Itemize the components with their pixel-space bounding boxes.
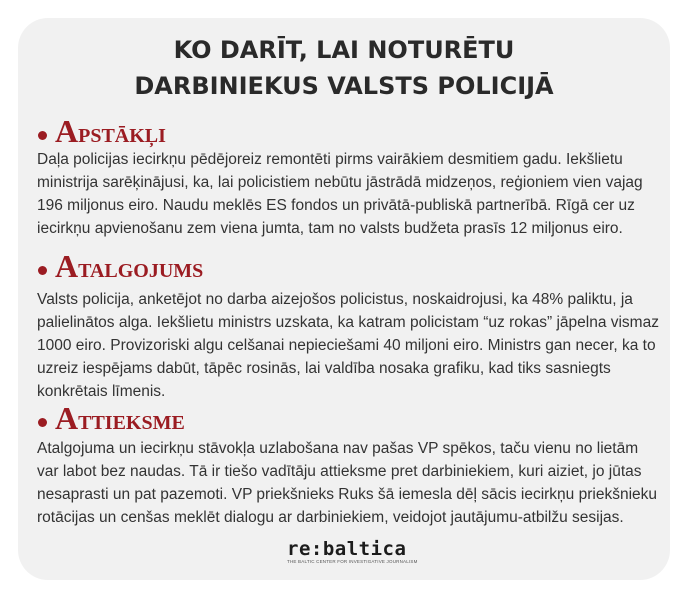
- bullet-icon: [38, 418, 47, 427]
- heading-rest: TTIEKSME: [78, 412, 185, 434]
- bullet-icon: [38, 131, 47, 140]
- section-heading-attieksme: [38, 401, 185, 435]
- title-line-1: KO DARĪT, LAI NOTURĒTU: [173, 36, 515, 64]
- heading-initial: A: [55, 113, 79, 149]
- section-text-atalgojums: Valsts policija, anketējot no darba aizejošos policistus, noskaidrojusi, ka 48% paliktu, ja palielinātos alga. Iekšlietu ministrs uzskata, ka katram policistam “uz rokas” jāpelna vismaz 1000 eiro. Provizoriski algu celšanai nepieciešami 40 miljoni eiro. Ministrs gan necer, ka to uzreiz iespējams dabūt, tāpēc rosinās, lai valdība nosaka grafiku, kad tiks sasniegts konkrētais līmenis.: [37, 291, 659, 400]
- heading-initial: A: [55, 248, 79, 284]
- heading-rest: TALGOJUMS: [78, 260, 204, 282]
- title-line-2: DARBINIEKUS VALSTS POLICIJĀ: [134, 72, 554, 100]
- heading-rest: PSTĀKĻI: [78, 125, 166, 147]
- rebaltica-logo: [287, 538, 418, 565]
- section-heading-atalgojums: [38, 249, 203, 283]
- bullet-icon: [38, 266, 47, 275]
- section-text-apstakli: Daļa policijas iecirkņu pēdējoreiz remontēti pirms vairākiem desmitiem gadu. Iekšlietu ministrija sarēķinājusi, ka, lai policistiem nebūtu jāstrādā midzeņos, reģioniem vien vajag 196 miljonus eiro. Naudu meklēs ES fondos un privātā-publiskā partnerībā. Rīgā cer uz iecirkņu apvienošanu zem viena jumta, tam no valsts budžeta prasīs 12 miljonus eiro.: [37, 151, 643, 237]
- section-heading-apstakli: [38, 114, 166, 148]
- heading-initial: A: [55, 400, 79, 436]
- section-text-attieksme: Atalgojuma un iecirkņu stāvokļa uzlabošana nav pašas VP spēkos, taču vienu no lietām var labot bez naudas. Tā ir tiešo vadītāju attieksme pret darbiniekiem, kuri aiziet, jo jūtas nesaprasti un pat pazemoti. VP priekšnieks Ruks šā iemesla dēļ sācis iecirkņu priekšnieku rotācijas un cenšas meklēt dialogu ar darbiniekiem, veidojot jautājumu-atbilžu sesijas.: [37, 440, 658, 526]
- page-title: [18, 32, 670, 104]
- logo-name: re:baltica: [287, 538, 407, 560]
- logo-tagline: THE BALTIC CENTER FOR INVESTIGATIVE JOURNALISM: [287, 559, 418, 564]
- infographic-card: [18, 18, 670, 580]
